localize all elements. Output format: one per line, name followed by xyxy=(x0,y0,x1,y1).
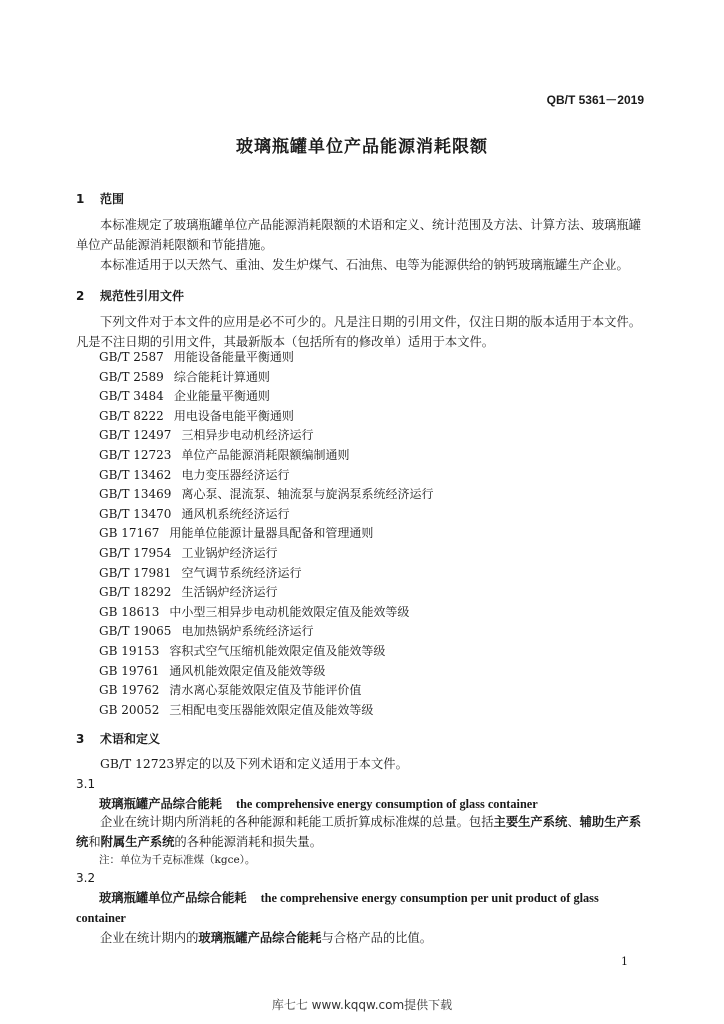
reference-title: 用电设备电能平衡通则 xyxy=(173,408,294,423)
reference-item xyxy=(99,622,433,642)
reference-item xyxy=(99,348,433,368)
reference-code: GB/T 8222 xyxy=(99,408,164,423)
section-3-number: 3 xyxy=(76,732,85,746)
terms-intro: GB/T 12723界定的以及下列术语和定义适用于本文件。 xyxy=(100,757,408,771)
reference-code: GB/T 13462 xyxy=(99,467,172,482)
term-3-2-def-text-c: 与合格产品的比值。 xyxy=(321,931,433,945)
term-3-1-def-bold-1: 主要生产系统 xyxy=(493,815,568,829)
reference-code: GB/T 13469 xyxy=(99,487,172,502)
term-3-2-def-text-a: 企业在统计期内的 xyxy=(100,931,199,945)
reference-code: GB 19761 xyxy=(99,663,160,678)
reference-title: 生活锅炉经济运行 xyxy=(181,585,278,600)
reference-item xyxy=(99,662,433,682)
reference-code: GB/T 19065 xyxy=(99,624,172,639)
reference-title: 用能设备能量平衡通则 xyxy=(173,350,294,364)
scope-paragraph-2: 本标准适用于以天然气、重油、发生炉煤气、石油焦、电等为能源供给的钠钙玻璃瓶罐生产企业。 xyxy=(100,258,629,272)
reference-title: 三相配电变压器能效限定值及能效等级 xyxy=(169,702,374,717)
reference-item xyxy=(99,466,433,486)
reference-code: GB/T 2589 xyxy=(99,369,164,384)
references-intro: 下列文件对于本文件的应用是必不可少的。凡是注日期的引用文件，仅注日期的版本适用于本文件。凡是不注日期的引用文件，其最新版本（包括所有的修改单）适用于本文件。 xyxy=(76,315,642,349)
page-number: 1 xyxy=(621,955,628,968)
reference-code: GB/T 2587 xyxy=(99,350,164,364)
reference-item xyxy=(99,564,433,584)
reference-title: 清水离心泵能效限定值及节能评价值 xyxy=(169,683,362,698)
reference-item xyxy=(99,524,433,544)
term-3-2-heading xyxy=(76,888,648,928)
reference-title: 空气调节系统经济运行 xyxy=(181,565,302,580)
reference-title: 容积式空气压缩机能效限定值及能效等级 xyxy=(169,643,386,658)
reference-list xyxy=(99,348,433,720)
section-3-heading xyxy=(76,730,160,747)
reference-item xyxy=(99,505,433,525)
term-3-1-def-sep: 、 xyxy=(567,815,580,829)
standard-code: QB/T 5361－2019 xyxy=(546,93,644,107)
section-2-heading xyxy=(76,287,184,304)
reference-item xyxy=(99,681,433,701)
reference-code: GB/T 17981 xyxy=(99,565,172,580)
document-title: 玻璃瓶罐单位产品能源消耗限额 xyxy=(236,137,488,157)
section-1-heading xyxy=(76,190,124,207)
reference-code: GB 18613 xyxy=(99,604,160,619)
section-3-title: 术语和定义 xyxy=(100,732,161,746)
reference-item xyxy=(99,446,433,466)
reference-title: 单位产品能源消耗限额编制通则 xyxy=(181,447,350,462)
reference-code: GB 17167 xyxy=(99,526,160,541)
reference-code: GB/T 13470 xyxy=(99,506,172,521)
section-1-title: 范围 xyxy=(100,192,125,206)
term-3-1-def-bold-3: 附属生产系统 xyxy=(100,835,175,849)
clause-3-2-number: 3.2 xyxy=(76,871,96,885)
term-3-1-definition xyxy=(76,812,648,852)
reference-title: 综合能耗计算通则 xyxy=(173,369,270,384)
reference-title: 三相异步电动机经济运行 xyxy=(181,428,314,443)
reference-title: 通风机系统经济运行 xyxy=(181,506,290,521)
term-3-1-def-text-c: 的各种能源消耗和损失量。 xyxy=(174,835,322,849)
reference-title: 用能单位能源计量器具配备和管理通则 xyxy=(169,526,374,541)
reference-code: GB/T 12723 xyxy=(99,447,172,462)
reference-code: GB/T 12497 xyxy=(99,428,172,443)
term-3-1-heading xyxy=(99,794,651,814)
scope-paragraph-1: 本标准规定了玻璃瓶罐单位产品能源消耗限额的术语和定义、统计范围及方法、计算方法、玻璃瓶罐单位产品能源消耗限额和节能措施。 xyxy=(76,218,642,252)
reference-item xyxy=(99,426,433,446)
term-3-1-def-mid: 和 xyxy=(88,835,101,849)
reference-item xyxy=(99,701,433,721)
reference-item xyxy=(99,368,433,388)
clause-3-1-number: 3.1 xyxy=(76,777,96,791)
reference-title: 电力变压器经济运行 xyxy=(181,467,290,482)
reference-code: GB 19762 xyxy=(99,683,160,698)
term-3-1-note: 注：单位为千克标准煤（kgce）。 xyxy=(99,854,256,866)
reference-title: 电加热锅炉系统经济运行 xyxy=(181,624,314,639)
term-3-2-definition xyxy=(76,928,648,948)
section-1-number: 1 xyxy=(76,192,85,206)
section-2-number: 2 xyxy=(76,289,85,303)
reference-item xyxy=(99,642,433,662)
term-3-1-english: the comprehensive energy consumption of glass container xyxy=(235,797,538,811)
term-3-2-chinese: 玻璃瓶罐单位产品综合能耗 xyxy=(99,891,247,905)
term-3-2-english: the comprehensive energy consumption per unit product of glass container xyxy=(76,891,599,925)
reference-title: 工业锅炉经济运行 xyxy=(181,545,278,560)
term-3-1-def-bold-2: 辅助生产系统 xyxy=(76,815,642,849)
reference-title: 中小型三相异步电动机能效限定值及能效等级 xyxy=(169,604,410,619)
reference-item xyxy=(99,407,433,427)
reference-code: GB 19153 xyxy=(99,643,160,658)
reference-item xyxy=(99,387,433,407)
reference-code: GB/T 18292 xyxy=(99,585,172,600)
section-2-title: 规范性引用文件 xyxy=(100,289,185,303)
term-3-1-def-text-a: 企业在统计期内所消耗的各种能源和耗能工质折算成标准煤的总量。包括 xyxy=(100,815,494,829)
reference-code: GB/T 17954 xyxy=(99,545,172,560)
download-footer: 库七七 www.kqqw.com提供下载 xyxy=(271,998,453,1012)
reference-title: 通风机能效限定值及能效等级 xyxy=(169,663,326,678)
term-3-2-def-bold: 玻璃瓶罐产品综合能耗 xyxy=(198,931,322,945)
reference-code: GB/T 3484 xyxy=(99,389,164,404)
reference-item xyxy=(99,583,433,603)
reference-item xyxy=(99,485,433,505)
reference-title: 企业能量平衡通则 xyxy=(173,389,270,404)
reference-title: 离心泵、混流泵、轴流泵与旋涡泵系统经济运行 xyxy=(181,487,434,502)
reference-code: GB 20052 xyxy=(99,702,160,717)
reference-item xyxy=(99,544,433,564)
term-3-1-chinese: 玻璃瓶罐产品综合能耗 xyxy=(99,797,222,811)
reference-item xyxy=(99,603,433,623)
